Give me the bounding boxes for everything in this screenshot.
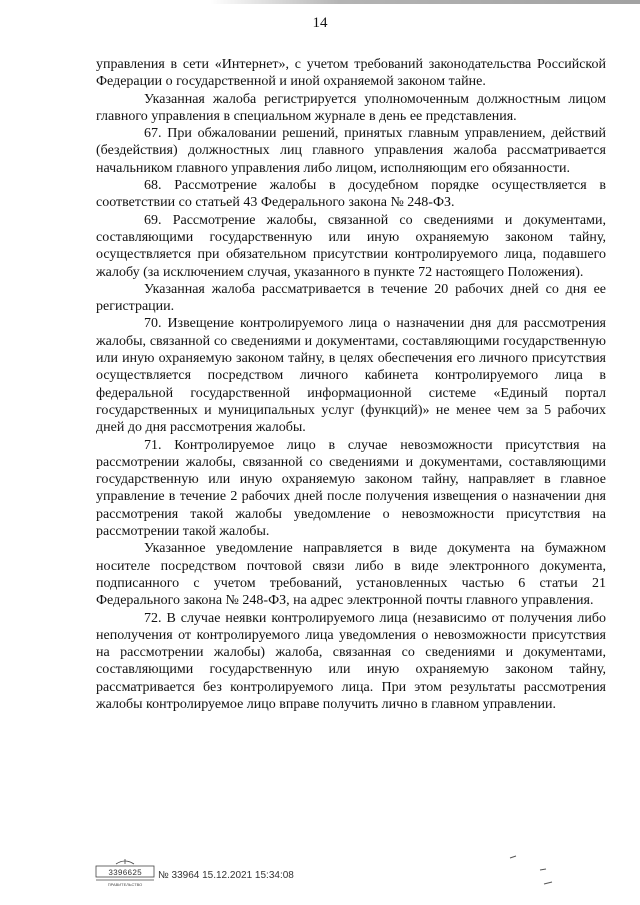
barcode-caption: ПРАВИТЕЛЬСТВО [107,882,143,887]
barcode-stamp [94,858,156,888]
paragraph-0: управления в сети «Интернет», с учетом требований законодательства Российской Федерации о государственной и иной охраняемой законом тайне. [96,57,606,90]
paragraph-9: 72. В случае неявки контролируемого лица (независимо от получения либо неполучения от контролируемого лица уведомления о невозможности присутствия на рассмотрении жалобы) жалоба, связанная со сведениями и документами, составляющими государственную или иную охраняемую законом тайну, рассматривается без контролируемого лица. При этом результаты рассмотрения жалобы контролируемое лицо вправе получить лично в главном управлении. [96,610,606,712]
scan-edge-line [210,0,640,4]
paragraph-3: 68. Рассмотрение жалобы в досудебном порядке осуществляется в соответствии со статьей 43 Федерального закона № 248-ФЗ. [96,178,606,211]
barcode-number: 3396625 [108,869,142,878]
page-number: 14 [312,15,328,31]
paragraph-1: Указанная жалоба регистрируется уполномоченным должностным лицом главного управления в специальном журнале в день ее представления. [96,91,606,124]
scan-marks-decoration [500,848,580,888]
registration-stamp: № 33964 15.12.2021 15:34:08 [158,870,294,881]
paragraph-5: Указанная жалоба рассматривается в течение 20 рабочих дней со дня ее регистрации. [96,281,606,315]
document-body [96,56,606,713]
paragraph-8: Указанное уведомление направляется в виде документа на бумажном носителе посредством почтовой связи либо в виде электронного документа, подписанного с учетом требований, установленных частью 6 статьи 21 Федерального закона № 248-ФЗ, на адрес электронной почты главного управления. [96,541,606,609]
paragraph-4: 69. Рассмотрение жалобы, связанной со сведениями и документами, составляющими государственную или иную охраняемую законом тайну, осуществляется при обязательном присутствии контролируемого лица, подавшего жалобу (за исключением случая, указанного в пункте 72 настоящего Положения). [96,212,606,280]
paragraph-6: 70. Извещение контролируемого лица о назначении дня для рассмотрения жалобы, связанной со сведениями и документами, составляющими государственную или иную охраняемую законом тайну, в целях обеспечения его личного присутствия осуществляется посредством личного кабинета контролируемого лица в федеральной государственной информационной системе «Единый портал государственных и муниципальных услуг (функций)» не менее чем за 5 рабочих дней до дня рассмотрения жалобы. [96,316,606,436]
paragraph-2: 67. При обжаловании решений, принятых главным управлением, действий (бездействия) должностных лиц главного управления жалоба рассматривается начальником главного управления либо лицом, исполняющим его обязанности. [96,126,606,176]
paragraph-7: 71. Контролируемое лицо в случае невозможности присутствия на рассмотрении жалобы, связанной со сведениями и документами, составляющими государственную или иную охраняемую законом тайну, направляет в главное управление в течение 2 рабочих дней после получения извещения о назначении дня рассмотрения такой жалобы уведомление о невозможности присутствия на рассмотрении такой жалобы. [96,437,606,540]
